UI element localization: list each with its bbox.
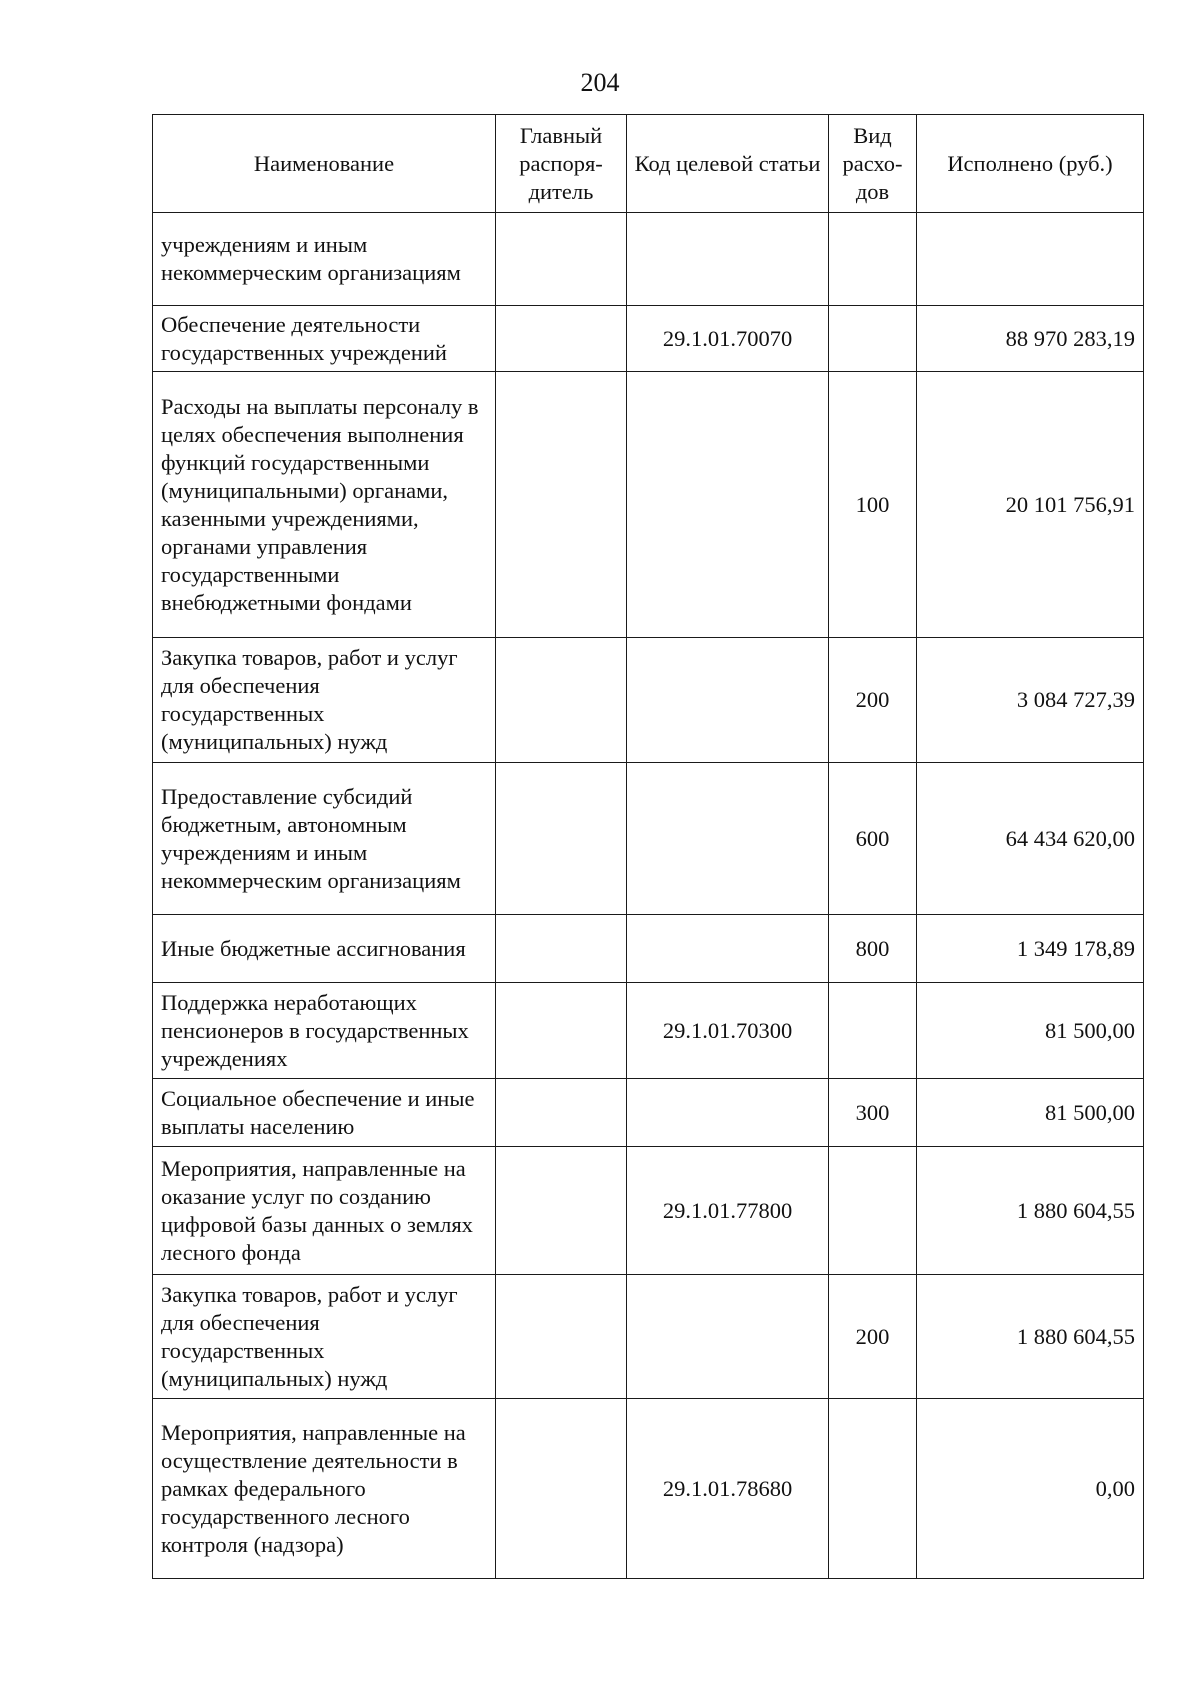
row-chief-manager [496,372,627,638]
row-chief-manager [496,1147,627,1275]
header-chief-manager: Главный распоря-дитель [496,115,627,213]
row-chief-manager [496,1399,627,1579]
row-target-code [627,638,829,763]
row-chief-manager [496,1079,627,1147]
row-expense-type: 300 [829,1079,917,1147]
row-target-code [627,372,829,638]
row-target-code [627,915,829,983]
table-row [153,763,1144,915]
row-executed-amount: 1 880 604,55 [917,1147,1144,1275]
row-name: Закупка товаров, работ и услуг для обеспечения государственных (муниципальных) нужд [153,1275,496,1399]
table-row [153,1147,1144,1275]
row-expense-type [829,983,917,1079]
page-number: 204 [580,68,620,97]
row-expense-type: 200 [829,1275,917,1399]
table-row [153,1079,1144,1147]
row-name: Закупка товаров, работ и услуг для обеспечения государственных (муниципальных) нужд [153,638,496,763]
row-executed-amount [917,213,1144,306]
row-name: Расходы на выплаты персоналу в целях обеспечения выполнения функций государственными (муниципальными) органами, казенными учреждениями, органами управления государственными внебюджетными фондами [153,372,496,638]
header-executed-amount: Исполнено (руб.) [917,115,1144,213]
row-expense-type: 200 [829,638,917,763]
row-executed-amount: 3 084 727,39 [917,638,1144,763]
row-executed-amount: 81 500,00 [917,1079,1144,1147]
row-expense-type: 600 [829,763,917,915]
table-row [153,983,1144,1079]
row-executed-amount: 20 101 756,91 [917,372,1144,638]
table-row [153,213,1144,306]
row-name: Поддержка неработающих пенсионеров в государственных учреждениях [153,983,496,1079]
header-expense-type: Вид расхо-дов [829,115,917,213]
budget-execution-table [152,114,1144,1579]
row-chief-manager [496,763,627,915]
row-executed-amount: 81 500,00 [917,983,1144,1079]
row-expense-type [829,1147,917,1275]
header-row [153,115,1144,213]
row-chief-manager [496,1275,627,1399]
row-executed-amount: 1 880 604,55 [917,1275,1144,1399]
row-name: Социальное обеспечение и иные выплаты населению [153,1079,496,1147]
row-target-code: 29.1.01.78680 [627,1399,829,1579]
row-executed-amount: 88 970 283,19 [917,306,1144,372]
row-name: учреждениям и иным некоммерческим организациям [153,213,496,306]
row-target-code [627,213,829,306]
row-chief-manager [496,213,627,306]
row-target-code [627,763,829,915]
row-expense-type [829,213,917,306]
row-target-code [627,1079,829,1147]
row-name: Обеспечение деятельности государственных учреждений [153,306,496,372]
table-row [153,915,1144,983]
row-target-code [627,1275,829,1399]
row-name: Иные бюджетные ассигнования [153,915,496,983]
row-name: Предоставление субсидий бюджетным, автономным учреждениям и иным некоммерческим организациям [153,763,496,915]
table-row [153,638,1144,763]
header-name: Наименование [153,115,496,213]
table-row [153,372,1144,638]
row-executed-amount: 0,00 [917,1399,1144,1579]
row-target-code: 29.1.01.70070 [627,306,829,372]
table-body [153,213,1144,1579]
table-row [153,1399,1144,1579]
row-executed-amount: 1 349 178,89 [917,915,1144,983]
row-expense-type [829,1399,917,1579]
row-expense-type: 100 [829,372,917,638]
row-executed-amount: 64 434 620,00 [917,763,1144,915]
row-target-code: 29.1.01.70300 [627,983,829,1079]
header-target-code: Код целевой статьи [627,115,829,213]
table-header [153,115,1144,213]
row-expense-type [829,306,917,372]
row-chief-manager [496,983,627,1079]
table-row [153,306,1144,372]
row-name: Мероприятия, направленные на осуществление деятельности в рамках федерального государственного лесного контроля (надзора) [153,1399,496,1579]
row-target-code: 29.1.01.77800 [627,1147,829,1275]
table-row [153,1275,1144,1399]
row-expense-type: 800 [829,915,917,983]
row-chief-manager [496,638,627,763]
row-chief-manager [496,915,627,983]
row-chief-manager [496,306,627,372]
row-name: Мероприятия, направленные на оказание услуг по созданию цифровой базы данных о землях лесного фонда [153,1147,496,1275]
